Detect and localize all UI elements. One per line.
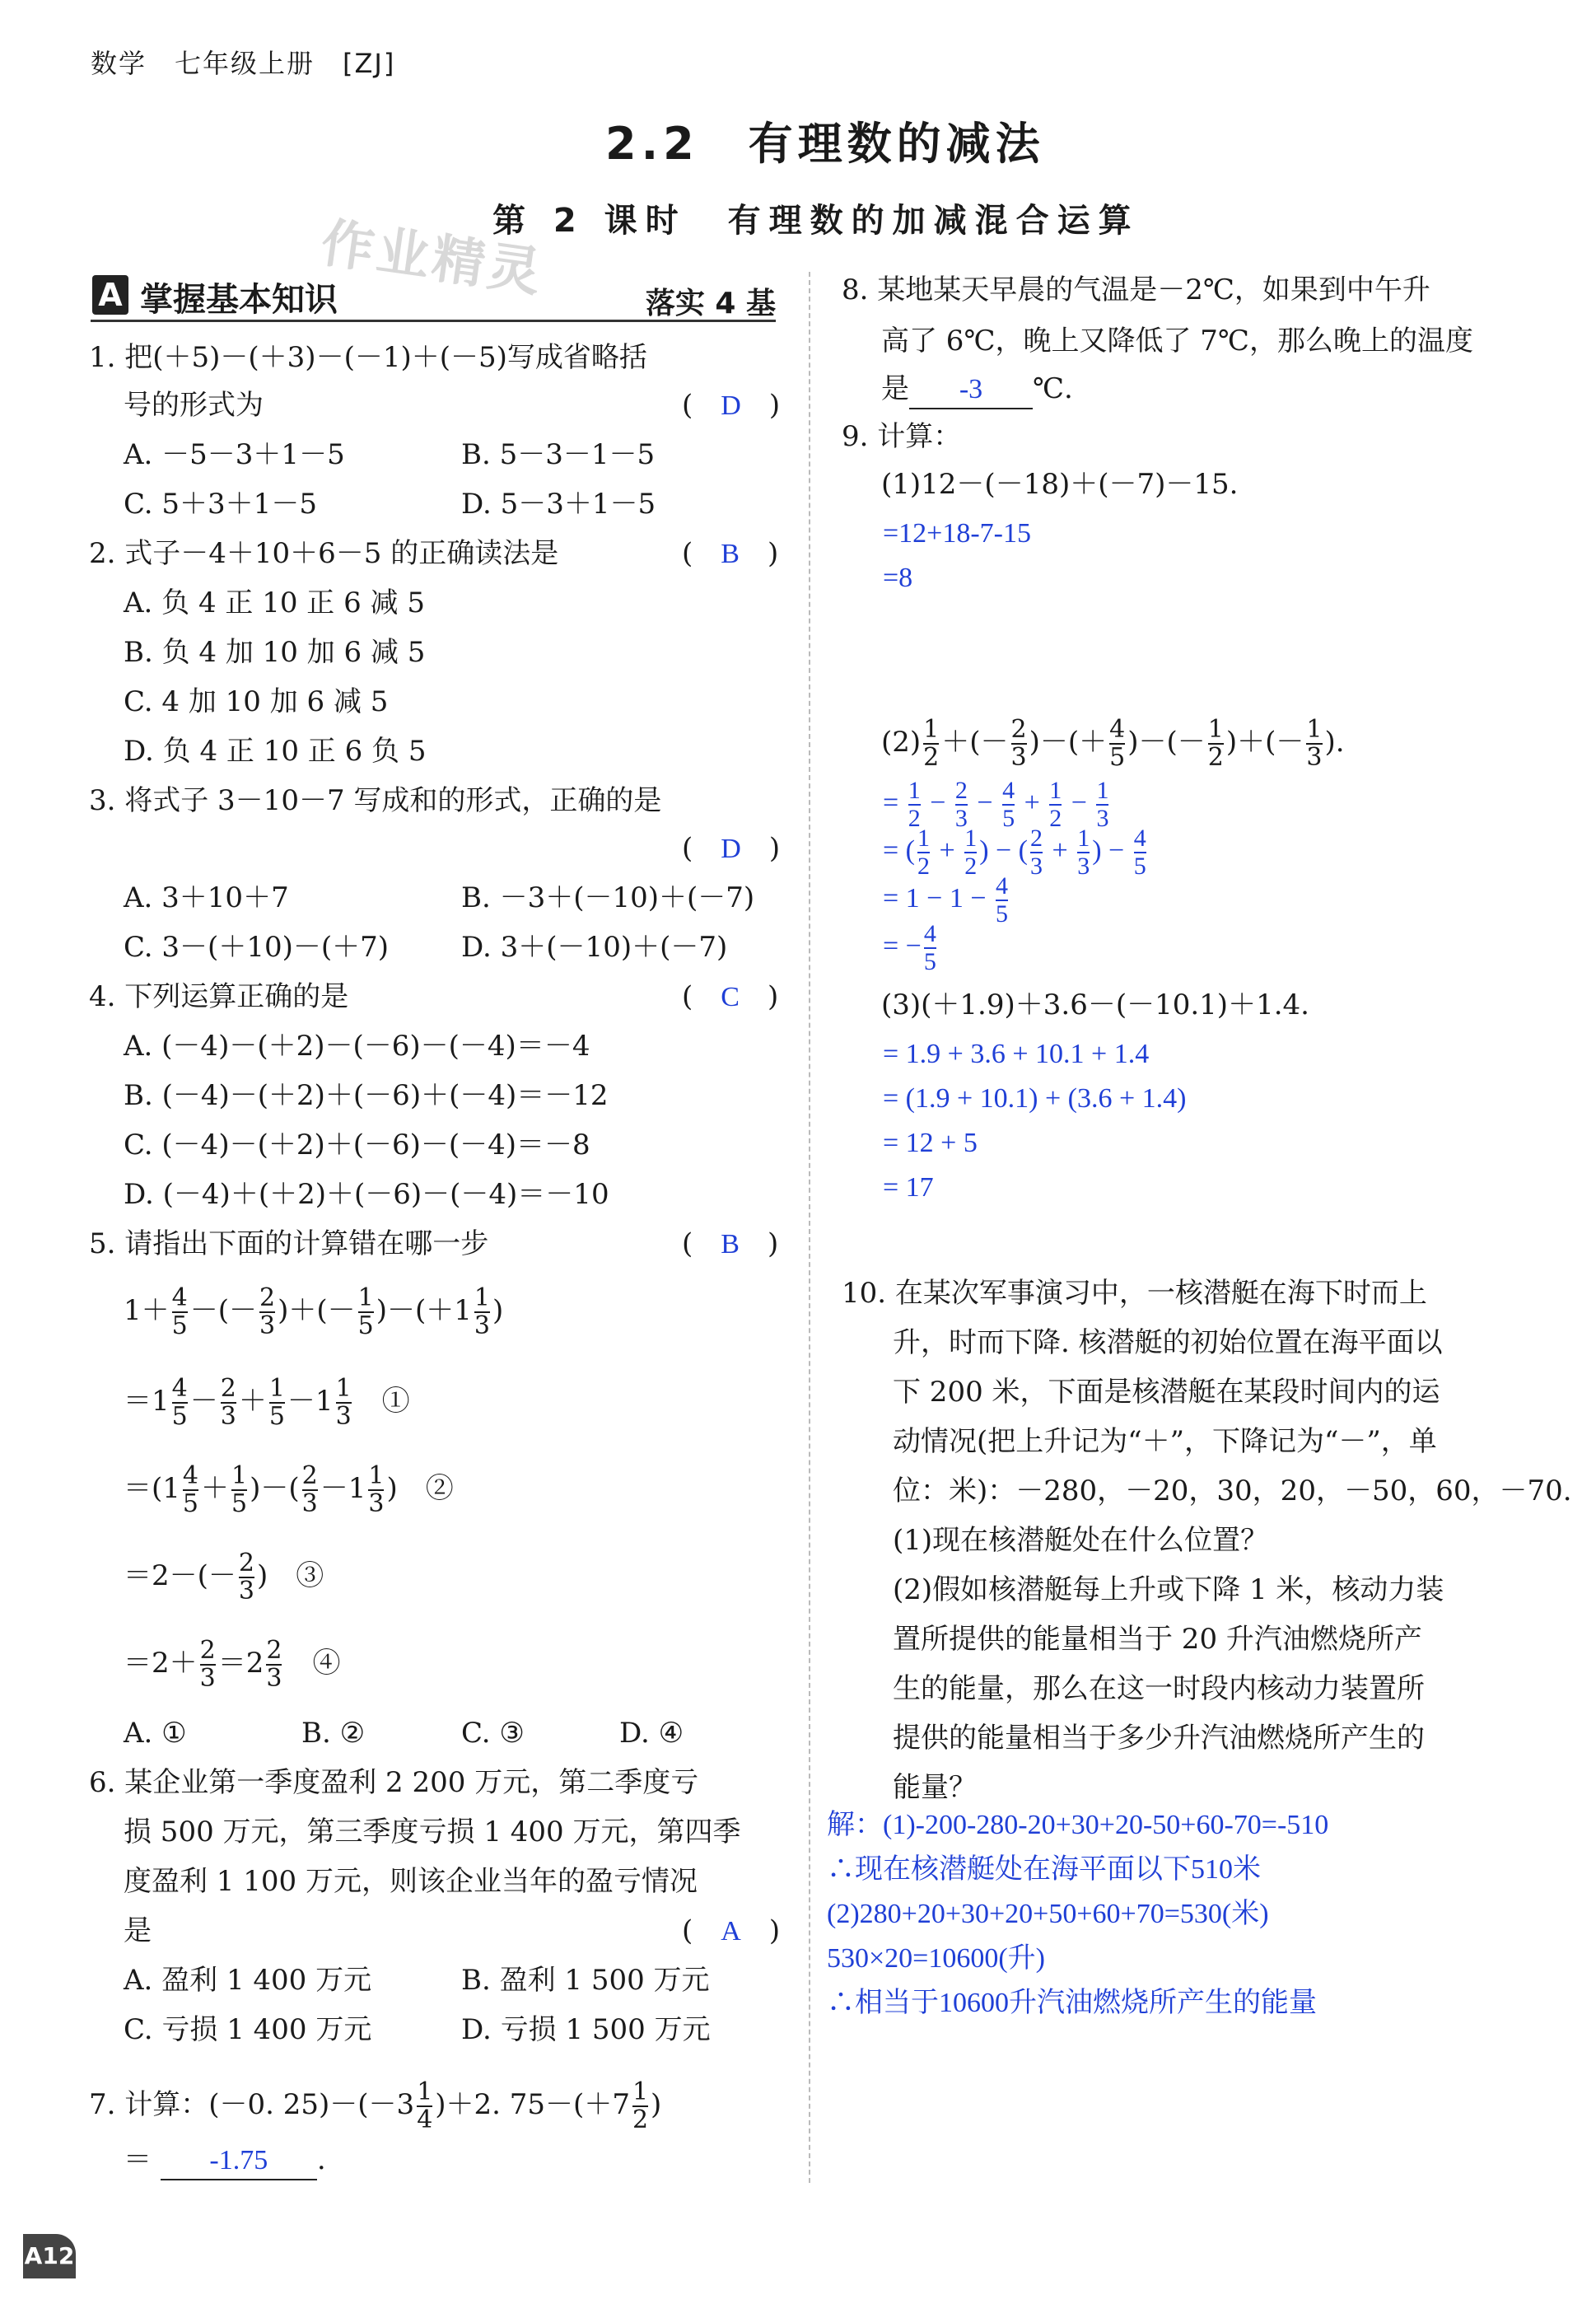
q9-part2-step3: = 1 − 1 − $\frac{4}{5}$ [883,872,1009,928]
q9-part1-step1: =12+18-7-15 [883,518,1031,549]
q2-answer-box: ( B ) [682,537,779,570]
q10-solution-4: 530×20=10600(升) [827,1943,1045,1974]
q2-option-d: D. 负 4 正 10 正 6 负 5 [124,735,427,768]
q3-answer-box: ( D ) [682,832,781,865]
q10-line7: (2)假如核潜艇每上升或下降 1 米，核动力装 [893,1573,1444,1606]
q4-stem: 4. 下列运算正确的是 [89,980,349,1013]
q10-line2: 升，时而下降. 核潜艇的初始位置在海平面以 [893,1326,1443,1359]
q3-answer: D [721,834,741,864]
q8-pre: 是 [881,372,909,405]
q4-answer: C [721,982,740,1012]
q9-part2-step4: = − $\frac{4}{5}$ [883,920,936,975]
section-tag: 落实 4 基 [645,287,776,320]
section-title: 掌握基本知识 [140,281,338,319]
q10-line1: 10. 在某次军事演习中，一核潜艇在海下时而上 [842,1277,1427,1310]
q6-line4: 是 [124,1914,152,1947]
q1-option-d: D. 5－3＋1－5 [461,488,656,521]
q8-line1: 8. 某地某天早晨的气温是－2℃，如果到中午升 [842,273,1430,306]
q9-part3: (3)(＋1.9)＋3.6－(－10.1)＋1.4. [881,988,1309,1021]
q5-option-b: B. ② [301,1717,366,1750]
q2-answer: B [721,539,740,569]
q8-post: ℃. [1033,372,1073,405]
q1-stem-line1: 1. 把(＋5)－(＋3)－(－1)＋(－5)写成省略括 [89,341,647,374]
q10-line5: 位：米)：－280，－20，30，20，－50，60，－70. [893,1474,1572,1507]
q10-solution-3: (2)280+20+30+20+50+60+70=530(米) [827,1899,1269,1929]
page-title: 2.2 有理数的减法 [605,118,1045,170]
q9-part3-step4: = 17 [883,1172,934,1203]
q5-stem: 5. 请指出下面的计算错在哪一步 [89,1227,489,1260]
q3-option-c: C. 3－(＋10)－(＋7) [124,931,390,964]
q5-option-c: C. ③ [461,1717,525,1750]
q6-answer: A [721,1916,741,1946]
q10-line9: 生的能量，那么在这一时段内核动力装置所 [893,1672,1425,1705]
q5-answer: B [721,1229,740,1259]
q4-answer-box: ( C ) [682,980,779,1013]
q6-option-a: A. 盈利 1 400 万元 [124,1964,372,1997]
q6-option-d: D. 亏损 1 500 万元 [461,2013,711,2046]
q1-option-c: C. 5＋3＋1－5 [124,488,317,521]
q2-option-c: C. 4 加 10 加 6 减 5 [124,685,389,718]
q10-line3: 下 200 米，下面是核潜艇在某段时间内的运 [893,1376,1440,1409]
q4-option-b: B. (－4)－(＋2)＋(－6)＋(－4)＝－12 [124,1079,609,1112]
q7-expression: 7. 计算：(－0. 25)－(－3 $\frac{1}{4}$ )＋2. 75－(＋7 $\frac{1}{2}$ ) [89,2077,662,2134]
q4-option-c: C. (－4)－(＋2)＋(－6)－(－4)＝－8 [124,1129,590,1161]
q10-line6: (1)现在核潜艇处在什么位置？ [893,1524,1269,1557]
q5-step-4: ＝2＋ $\frac{2}{3}$ ＝2 $\frac{2}{3}$ ④ [124,1636,341,1693]
q2-option-a: A. 负 4 正 10 正 6 减 5 [124,587,425,619]
q10-line10: 提供的能量相当于多少升汽油燃烧所产生的 [893,1722,1425,1755]
q4-option-a: A. (－4)－(＋2)－(－6)－(－4)＝－4 [124,1030,590,1063]
q6-line2: 损 500 万元，第三季度亏损 1 400 万元，第四季 [124,1816,741,1848]
q9-part3-step3: = 12 + 5 [883,1128,978,1158]
q1-option-a: A. －5－3＋1－5 [124,438,345,471]
column-divider [809,272,810,2183]
q4-option-d: D. (－4)＋(＋2)＋(－6)－(－4)＝－10 [124,1178,609,1211]
q9-part2-step1: = $\frac{1}{2}$ − $\frac{2}{3}$ − $\frac{4}{5}$ + $\frac{1}{2}$ − $\frac{1}{3}$ [883,777,1109,832]
q1-stem-line2: 号的形式为 [124,389,264,422]
q9-part2: (2) $\frac{1}{2}$ ＋(－ $\frac{2}{3}$ )－(＋ $\frac{4}{5}$ )－(－ $\frac{1}{2}$ )＋(－ $\frac{1}{3}$ ). [881,715,1345,772]
page-number: A12 [23,2234,76,2278]
q5-option-a: A. ① [124,1717,187,1750]
q3-stem: 3. 将式子 3－10－7 写成和的形式，正确的是 [89,784,662,817]
q5-expression: 1＋ $\frac{4}{5}$ －(－ $\frac{2}{3}$ )＋(－ $\frac{1}{5}$ )－(＋1 $\frac{1}{3}$ ) [124,1283,504,1340]
q1-answer-box: ( D ) [682,389,781,422]
q9-part3-step1: = 1.9 + 3.6 + 10.1 + 1.4 [883,1039,1150,1069]
watermark: 作业精灵 [317,213,548,305]
q10-line4: 动情况(把上升记为“＋”，下降记为“－”，单 [893,1425,1437,1458]
q7-answer: -1.75 [161,2143,317,2180]
q10-line8: 置所提供的能量相当于 20 升汽油燃烧所产 [893,1623,1422,1656]
q9-part1: (1)12－(－18)＋(－7)－15. [881,468,1239,501]
q1-answer: D [721,390,741,421]
q9-part2-step2: = ( $\frac{1}{2}$ + $\frac{1}{2}$ ) − ( $\frac{2}{3}$ + $\frac{1}{3}$ ) − $\frac{4}{5}$ [883,825,1146,880]
page-subtitle: 第 2 课时 有理数的加减混合运算 [492,202,1140,240]
q5-step-1: ＝1 $\frac{4}{5}$ － $\frac{2}{3}$ ＋ $\frac{1}{5}$ －1 $\frac{1}{3}$ ① [124,1374,410,1431]
q2-stem: 2. 式子－4＋10＋6－5 的正确读法是 [89,537,559,570]
q10-line11: 能量？ [893,1771,977,1804]
q7-answer-line: ＝ -1.75 . [124,2142,326,2180]
q6-answer-box: ( A ) [682,1914,781,1947]
q3-option-b: B. －3＋(－10)＋(－7) [461,881,755,914]
q8-line2: 高了 6℃，晚上又降低了 7℃，那么晚上的温度 [881,325,1473,358]
q1-option-b: B. 5－3－1－5 [461,438,656,471]
q8-line3 [881,371,1073,409]
q9-part1-step2: =8 [883,563,913,593]
q6-option-b: B. 盈利 1 500 万元 [461,1964,710,1997]
q3-option-a: A. 3＋10＋7 [124,881,289,914]
book-header: 数学 七年级上册 [ZJ] [91,48,396,79]
q5-step-2: ＝(1 $\frac{4}{5}$ ＋ $\frac{1}{5}$ )－( $\frac{2}{3}$ －1 $\frac{1}{3}$ ) ② [124,1461,454,1518]
q9-part3-step2: = (1.9 + 10.1) + (3.6 + 1.4) [883,1083,1187,1114]
q3-option-d: D. 3＋(－10)＋(－7) [461,931,728,964]
q6-line1: 6. 某企业第一季度盈利 2 200 万元，第二季度亏 [89,1766,699,1799]
q5-answer-box: ( B ) [682,1227,779,1260]
q8-answer: -3 [909,372,1033,409]
q10-solution-2: ∴现在核潜艇处在海平面以下510米 [827,1854,1261,1885]
q6-line3: 度盈利 1 100 万元，则该企业当年的盈亏情况 [124,1865,698,1898]
q2-option-b: B. 负 4 加 10 加 6 减 5 [124,636,426,669]
q10-solution-1: 解：(1)-200-280-20+30+20-50+60-70=-510 [827,1810,1329,1840]
q10-solution-5: ∴相当于10600升汽油燃烧所产生的能量 [827,1988,1317,2018]
section-badge: A [92,275,128,315]
q5-step-3: ＝2－(－ $\frac{2}{3}$ ) ③ [124,1549,324,1605]
q6-option-c: C. 亏损 1 400 万元 [124,2013,372,2046]
q9-stem: 9. 计算： [842,420,962,453]
q5-option-d: D. ④ [619,1717,684,1750]
